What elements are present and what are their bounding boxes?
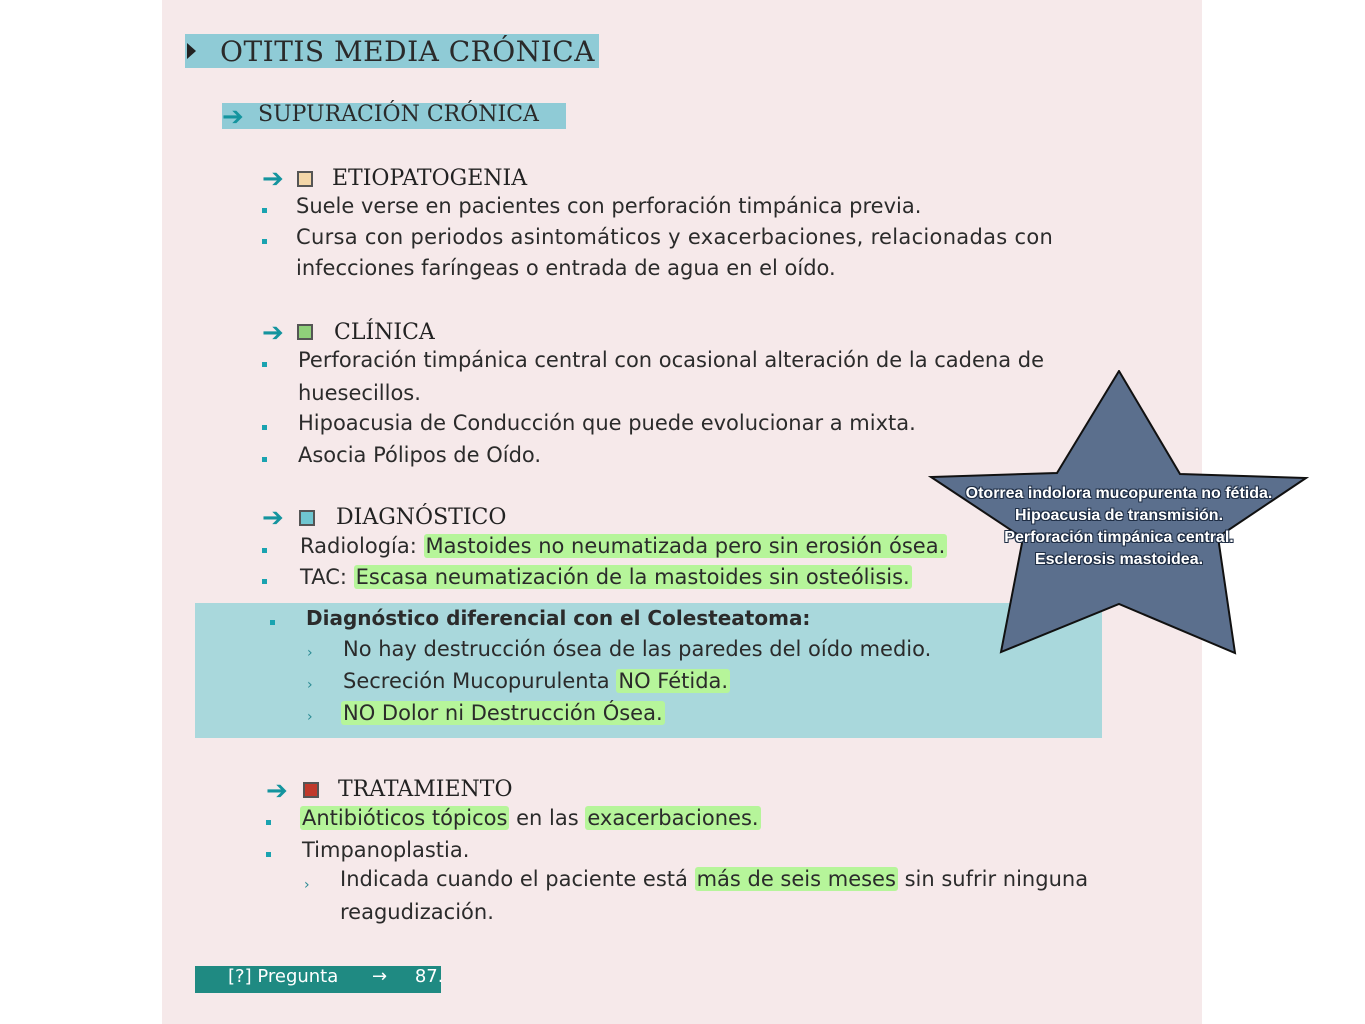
clin-bullet-3: Asocia Pólipos de Oído.	[298, 443, 542, 467]
section-title-tratamiento: TRATAMIENTO	[338, 777, 513, 802]
trat-bullet-2: Timpanoplastia.	[302, 838, 470, 862]
footer-arrow: →	[372, 966, 388, 987]
trat-bullet-1	[300, 806, 761, 830]
section-title-etiopatogenia: ETIOPATOGENIA	[332, 166, 528, 191]
footer-number: 87.	[414, 966, 444, 987]
dd-item-2-highlight: NO Fétida.	[618, 669, 729, 693]
radiologia-highlight: Mastoides no neumatizada pero sin erosión ósea.	[425, 534, 946, 558]
footer-label: [?] Pregunta	[228, 966, 339, 987]
etio-bullet-1: Suele verse en pacientes con perforación timpánica previa.	[296, 194, 922, 218]
tac-label: TAC:	[300, 565, 347, 589]
treatment-icon	[303, 782, 319, 798]
trat-sub-1-line-2: reagudización.	[340, 900, 494, 924]
sub-bullet-icon: ›	[307, 645, 313, 661]
bullet	[262, 579, 267, 584]
star-line-1: Otorrea indolora mucopurenta no fétida.	[965, 485, 1273, 502]
document-icon	[297, 171, 313, 187]
bullet	[266, 852, 271, 857]
page-title: OTITIS MEDIA CRÓNICA	[220, 35, 595, 68]
bullet	[262, 239, 267, 244]
etio-bullet-2-line-2: infecciones faríngeas o entrada de agua en el oído.	[296, 256, 836, 280]
section-title-diagnostico: DIAGNÓSTICO	[336, 505, 507, 530]
dd-item-2-text: Secreción Mucopurulenta	[343, 669, 610, 693]
bullet	[262, 457, 267, 462]
diag-radiologia	[300, 534, 947, 558]
sub-bullet-icon: ›	[307, 677, 313, 693]
page-subtitle: SUPURACIÓN CRÓNICA	[258, 102, 539, 127]
section-title-clinica: CLÍNICA	[334, 320, 435, 345]
bullet	[270, 620, 275, 625]
dd-item-3-highlight: NO Dolor ni Destrucción Ósea.	[343, 701, 663, 725]
star-callout-text	[928, 483, 1310, 571]
diag-tac	[300, 565, 912, 589]
trat-highlight-2: exacerbaciones.	[587, 806, 759, 830]
tac-highlight: Escasa neumatización de la mastoides sin osteólisis.	[355, 565, 910, 589]
star-line-2: Hipoacusia de transmisión.	[1014, 507, 1224, 524]
star-line-4: Esclerosis mastoidea.	[1034, 551, 1204, 568]
eye-icon	[299, 510, 315, 526]
right-arrow-icon: ➔	[262, 503, 284, 533]
right-arrow-icon: ➔	[262, 318, 284, 348]
trat-sub-pre: Indicada cuando el paciente está	[340, 867, 688, 891]
sub-bullet-icon: ›	[304, 877, 310, 893]
trat-sub-post: sin sufrir ninguna	[904, 867, 1089, 891]
dd-item-3	[341, 701, 665, 725]
dd-title: Diagnóstico diferencial con el Colesteatoma:	[306, 606, 811, 630]
dd-item-2	[343, 669, 730, 693]
radiologia-label: Radiología:	[300, 534, 417, 558]
bullet	[262, 208, 267, 213]
sub-bullet-icon: ›	[307, 709, 313, 725]
star-line-3: Perforación timpánica central.	[1004, 529, 1234, 546]
clin-bullet-1-line-2: huesecillos.	[298, 381, 421, 405]
right-arrow-icon: ➔	[262, 164, 284, 194]
right-arrow-icon: ➔	[222, 102, 244, 132]
play-triangle-icon	[187, 43, 196, 59]
trat-sub-1-line-1	[340, 867, 1088, 891]
footer-pregunta[interactable]	[228, 966, 443, 987]
dd-item-1: No hay destrucción ósea de las paredes del oído medio.	[343, 637, 932, 661]
bullet	[262, 425, 267, 430]
etio-bullet-2-line-1: Cursa con periodos asintomáticos y exacerbaciones, relacionadas con	[296, 225, 1054, 249]
patient-icon	[297, 324, 313, 340]
bullet	[266, 820, 271, 825]
clin-bullet-1-line-1: Perforación timpánica central con ocasional alteración de la cadena de	[298, 348, 1045, 372]
trat-highlight-1: Antibióticos tópicos	[302, 806, 508, 830]
clin-bullet-2: Hipoacusia de Conducción que puede evolucionar a mixta.	[298, 411, 916, 435]
trat-sub-highlight: más de seis meses	[696, 867, 896, 891]
trat-text-mid: en las	[516, 806, 579, 830]
right-arrow-icon: ➔	[266, 776, 288, 806]
bullet	[262, 362, 267, 367]
bullet	[262, 548, 267, 553]
